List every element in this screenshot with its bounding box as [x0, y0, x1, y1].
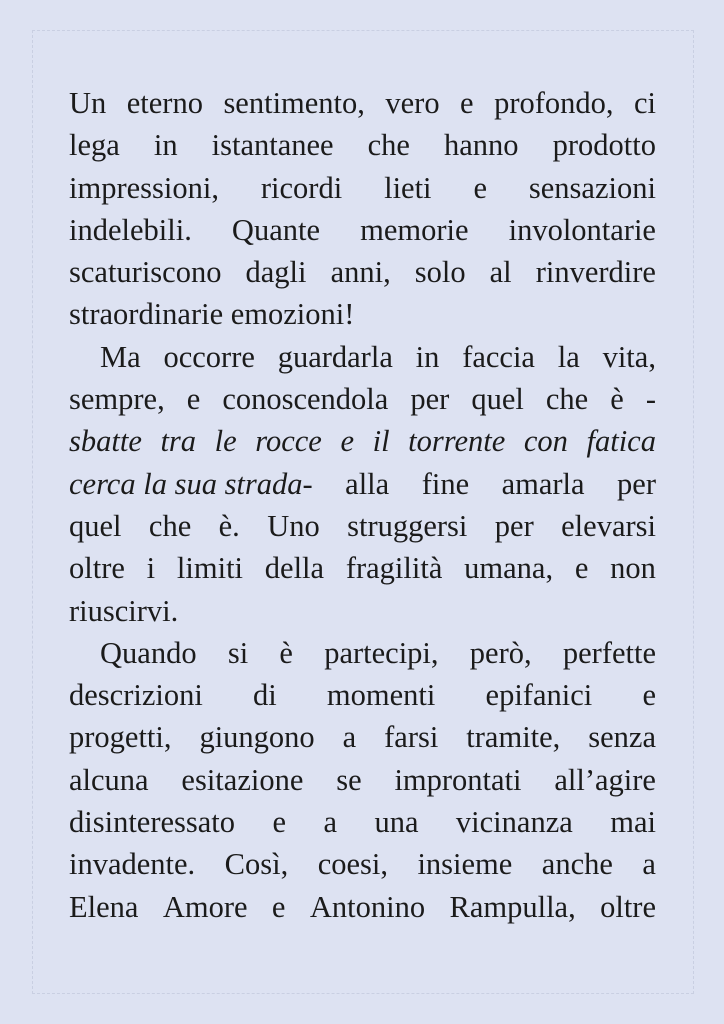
word: invadente. — [69, 847, 196, 882]
word: e — [574, 551, 589, 586]
word: prodotto — [552, 128, 656, 163]
word: epifanici — [485, 678, 593, 713]
word: e — [186, 382, 201, 417]
word: senza — [588, 720, 656, 755]
word: coesi, — [317, 847, 388, 882]
text-line — [69, 590, 656, 632]
text-line — [69, 167, 656, 209]
word: sbatte — [69, 424, 142, 459]
word: partecipi, — [324, 635, 439, 670]
text-line — [69, 293, 656, 335]
word: lieti — [384, 170, 432, 205]
text-line — [69, 632, 656, 674]
word: alcuna — [69, 762, 149, 797]
word: e — [473, 170, 487, 205]
word: solo — [414, 255, 466, 290]
word: farsi — [384, 720, 439, 755]
word: ci — [633, 86, 656, 120]
word: descrizioni — [69, 678, 203, 713]
word: in — [415, 339, 440, 374]
text-line — [69, 378, 656, 420]
word: a — [342, 720, 357, 755]
word: che — [545, 382, 589, 417]
word: i — [146, 551, 156, 586]
word: che — [148, 508, 192, 543]
word: in — [153, 128, 178, 163]
word: e — [460, 86, 474, 120]
word: improntati — [394, 762, 522, 797]
word: vero — [385, 86, 440, 120]
word: anche — [541, 847, 613, 882]
word: Amore — [162, 889, 248, 924]
word: involontarie — [508, 212, 656, 247]
text-line — [69, 505, 656, 547]
word: e — [642, 678, 656, 713]
word: se — [336, 762, 362, 797]
word: è. — [218, 508, 240, 543]
word: per — [617, 466, 656, 501]
word: esitazione — [181, 762, 304, 797]
word: le — [214, 424, 237, 459]
word: e — [272, 805, 287, 840]
word: Rampulla, — [449, 889, 576, 924]
word: dagli — [245, 255, 307, 290]
word: straordinarie emozioni! — [69, 297, 355, 332]
text-line — [69, 82, 656, 124]
text-line — [69, 420, 656, 462]
word: amarla — [501, 466, 585, 501]
text-line — [69, 209, 656, 251]
word: ricordi — [260, 170, 343, 205]
word: sensazioni — [528, 170, 656, 205]
word: elevarsi — [561, 508, 656, 543]
text-line — [69, 463, 656, 505]
word: fatica — [586, 424, 656, 459]
word: vita, — [602, 339, 656, 374]
word: faccia — [462, 339, 535, 374]
word: il — [372, 424, 390, 459]
word: all’agire — [554, 762, 656, 797]
word: momenti — [326, 678, 436, 713]
word: fragilità — [345, 551, 443, 586]
text-line — [69, 716, 656, 758]
word: limiti — [176, 551, 244, 586]
word: vicinanza — [455, 805, 573, 840]
word: sempre, — [69, 382, 165, 417]
word: eterno — [126, 86, 203, 120]
text-line — [69, 843, 656, 885]
word: struggersi — [347, 508, 468, 543]
word: oltre — [69, 551, 125, 586]
word: alla — [345, 466, 390, 501]
text-line — [69, 124, 656, 166]
word: Quante — [231, 212, 320, 247]
word: Ma — [100, 339, 141, 374]
word: tra — [160, 424, 197, 459]
word: e — [271, 889, 286, 924]
word: con — [523, 424, 568, 459]
word: Antonino — [309, 889, 426, 924]
word: riuscirvi. — [69, 593, 179, 628]
word: disinteressato — [69, 805, 236, 840]
word: per — [494, 508, 534, 543]
text-line — [69, 759, 656, 801]
word: guardarla — [277, 339, 393, 374]
word: occorre — [163, 339, 255, 374]
word: quel — [69, 508, 122, 543]
word: al — [489, 255, 512, 290]
word: progetti, — [69, 720, 172, 755]
word: mai — [610, 805, 656, 840]
word: a — [642, 847, 656, 882]
word: della — [264, 551, 325, 586]
word: insieme — [417, 847, 513, 882]
word: hanno — [444, 128, 519, 163]
word: a — [323, 805, 337, 840]
word: cerca la sua strada- — [69, 466, 313, 501]
word: fine — [421, 466, 470, 501]
word: istantanee — [211, 128, 334, 163]
word: memorie — [360, 212, 469, 247]
word: Elena — [69, 889, 139, 924]
word: oltre — [600, 889, 656, 924]
text-line — [69, 801, 656, 843]
word: però, — [469, 635, 532, 670]
word: anni, — [330, 255, 391, 290]
body-text — [69, 82, 656, 928]
word: scaturiscono — [69, 255, 222, 290]
word: che — [367, 128, 410, 163]
word: impressioni, — [69, 170, 219, 205]
word: Così, — [224, 847, 289, 882]
word: profondo, — [494, 86, 614, 120]
word: Uno — [267, 508, 320, 543]
word: tramite, — [466, 720, 561, 755]
word: Quando — [100, 635, 197, 670]
word: e — [340, 424, 354, 459]
word: indelebili. — [69, 212, 192, 247]
word: - — [645, 382, 656, 417]
word: quel — [471, 382, 524, 417]
word: lega — [69, 128, 120, 163]
word: giungono — [199, 720, 315, 755]
word: Un — [69, 86, 107, 120]
word: perfette — [562, 635, 656, 670]
word: torrente — [408, 424, 506, 459]
word: una — [374, 805, 419, 840]
word: umana, — [464, 551, 554, 586]
text-line — [69, 251, 656, 293]
text-line — [69, 547, 656, 589]
word: è — [610, 382, 624, 417]
text-line — [69, 336, 656, 378]
word: rinverdire — [535, 255, 656, 290]
word: si — [227, 635, 249, 670]
word: conoscendola — [222, 382, 389, 417]
word: di — [253, 678, 277, 713]
word: non — [610, 551, 656, 586]
word: per — [410, 382, 450, 417]
word: sentimento, — [223, 86, 365, 120]
word: la — [557, 339, 580, 374]
text-line — [69, 674, 656, 716]
text-line — [69, 886, 656, 928]
word: rocce — [255, 424, 322, 459]
word: è — [279, 635, 293, 670]
